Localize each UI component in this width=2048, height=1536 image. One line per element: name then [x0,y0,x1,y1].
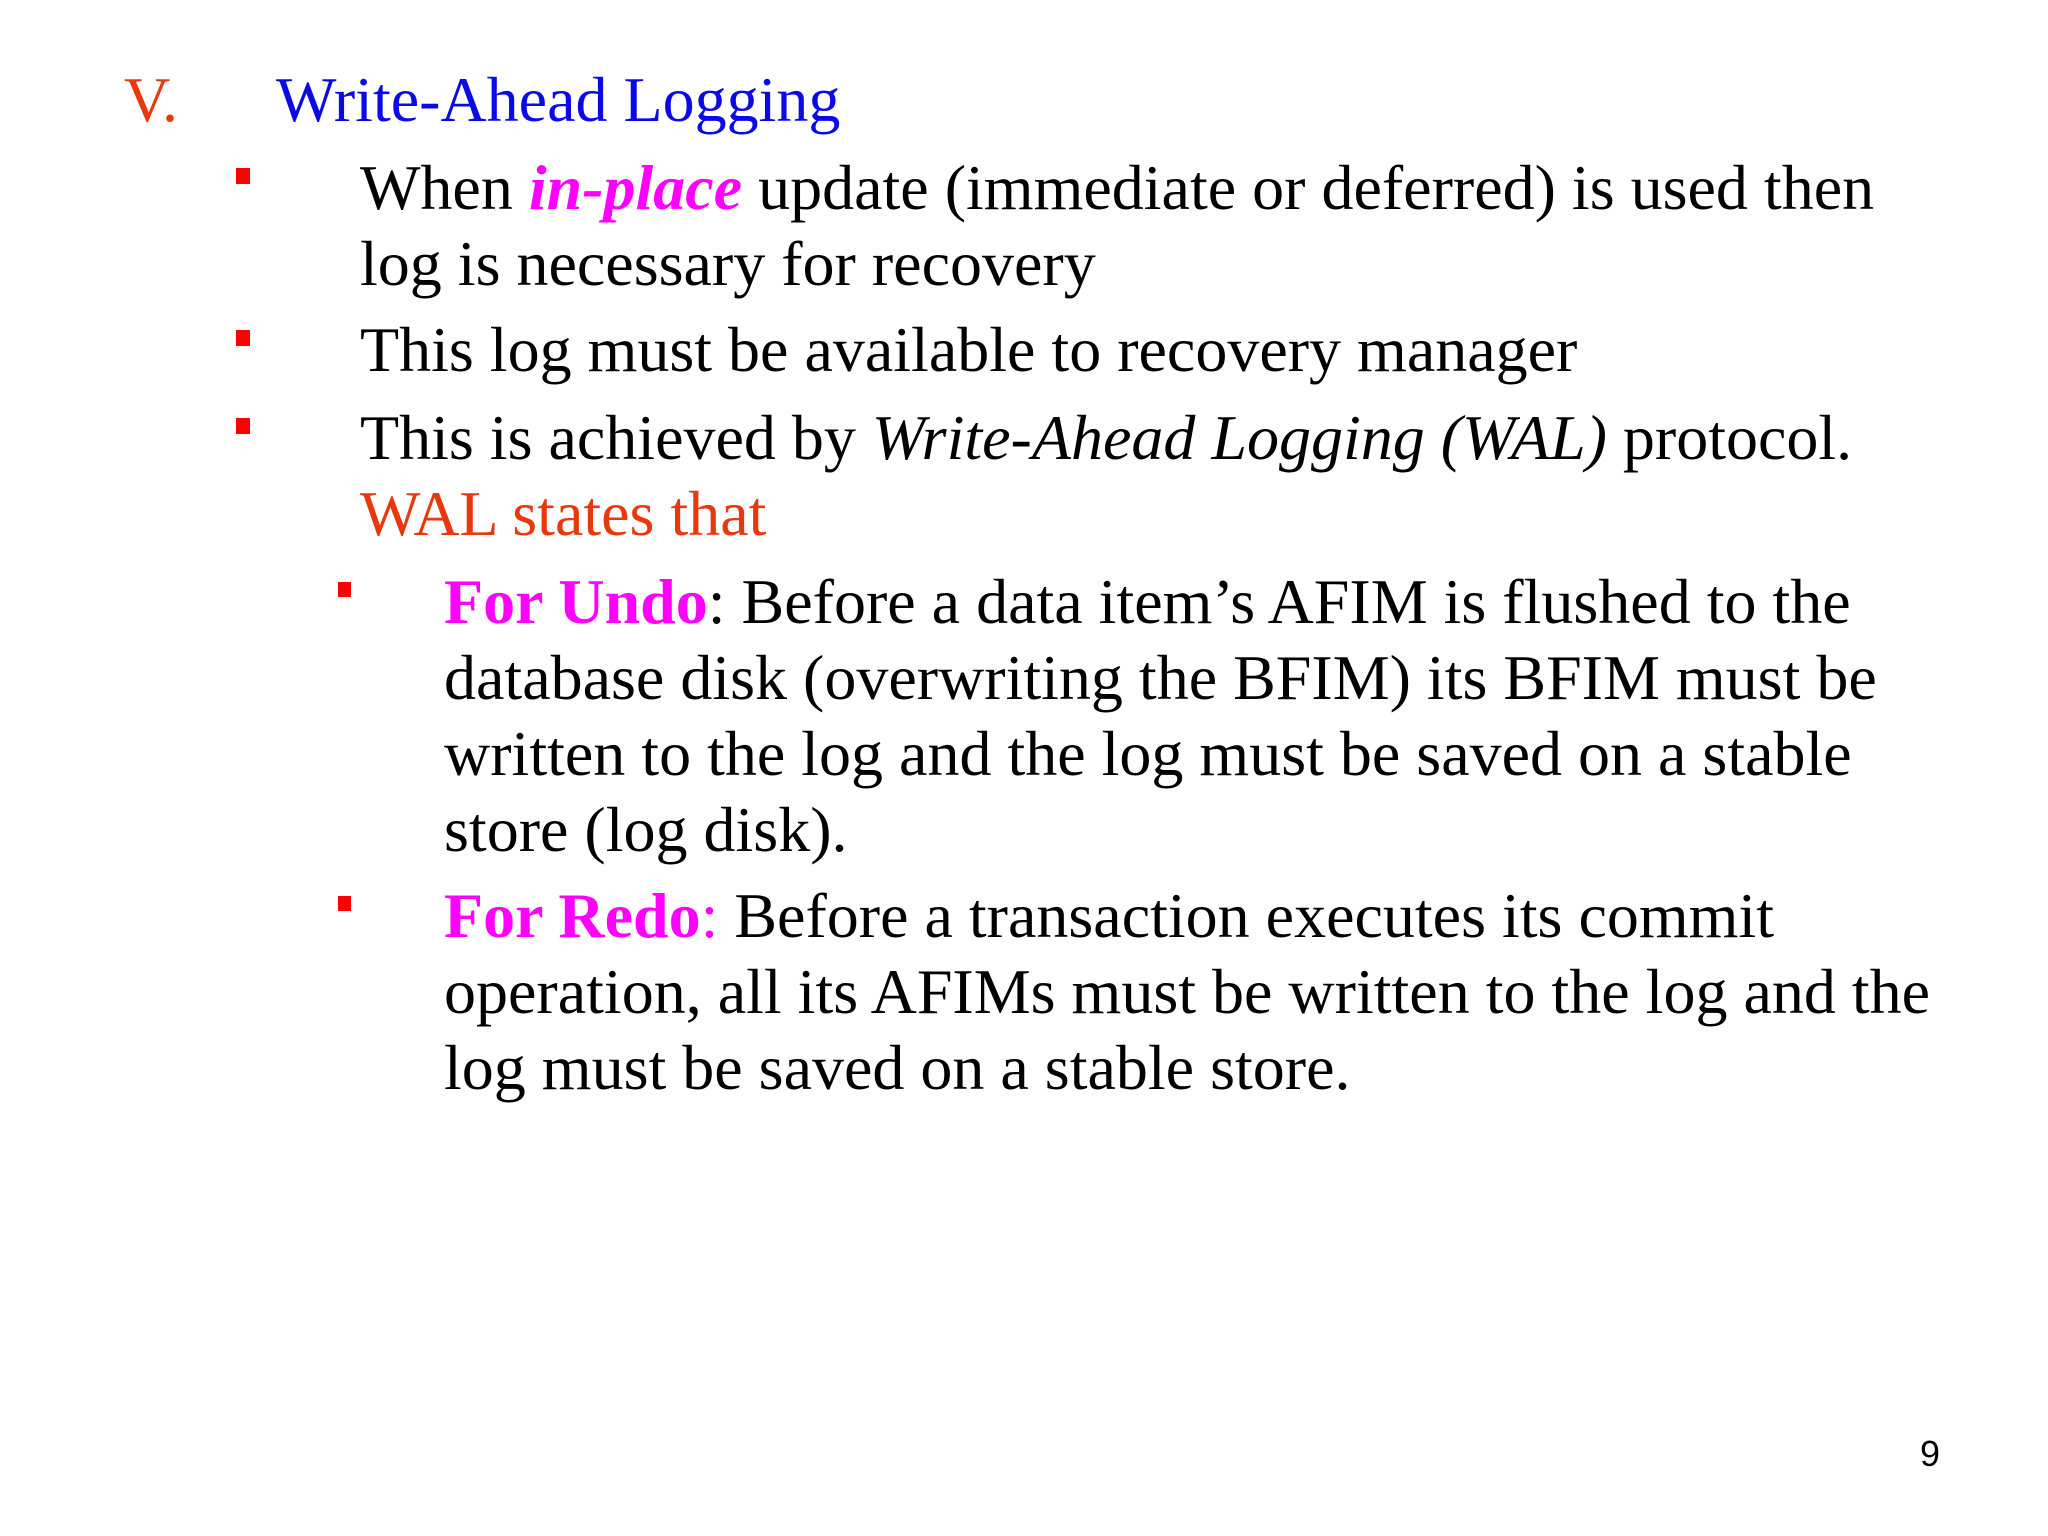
bullet-text-part: update (immediate or deferred) is used then log is necessary for recovery [360,152,1875,299]
bullet-item-log-available: This log must be available to recovery manager [360,314,1578,385]
section-numeral: V. [124,64,178,135]
sub-bullet-for-undo [444,564,1944,868]
page-number: 9 [1920,1433,1941,1474]
wal-states-that: WAL states that [360,478,767,549]
slide-title: Write-Ahead Logging [276,64,841,135]
for-redo-text: Before a transaction executes its commit operation, all its AFIMs must be written to the log and the log must be saved on a stable store. [444,880,1931,1103]
bullet-item-wal [360,400,1920,552]
sub-bullet-square-icon [338,896,351,911]
for-redo-colon: : [700,880,719,951]
wal-protocol-name: Write-Ahead Logging (WAL) [871,402,1607,473]
bullet-square-icon [236,168,250,184]
bullet-square-icon [236,418,250,434]
for-undo-label: For Undo [444,566,708,637]
bullet-text-part: This is achieved by [360,402,872,473]
bullet-text-part: protocol. [1606,402,1853,473]
sub-bullet-square-icon [338,582,351,597]
for-undo-text: : Before a data item’s AFIM is flushed to the database disk (overwriting the BFIM) its BFIM must be written to the log and the log must be saved on a stable store (log disk). [444,566,1877,865]
in-place-emphasis: in-place [528,152,743,223]
bullet-item-in-place [360,150,1920,302]
for-redo-label: For Redo [444,880,701,951]
bullet-square-icon [236,330,250,346]
sub-bullet-for-redo [444,878,1944,1106]
bullet-text-part: When [360,152,529,223]
